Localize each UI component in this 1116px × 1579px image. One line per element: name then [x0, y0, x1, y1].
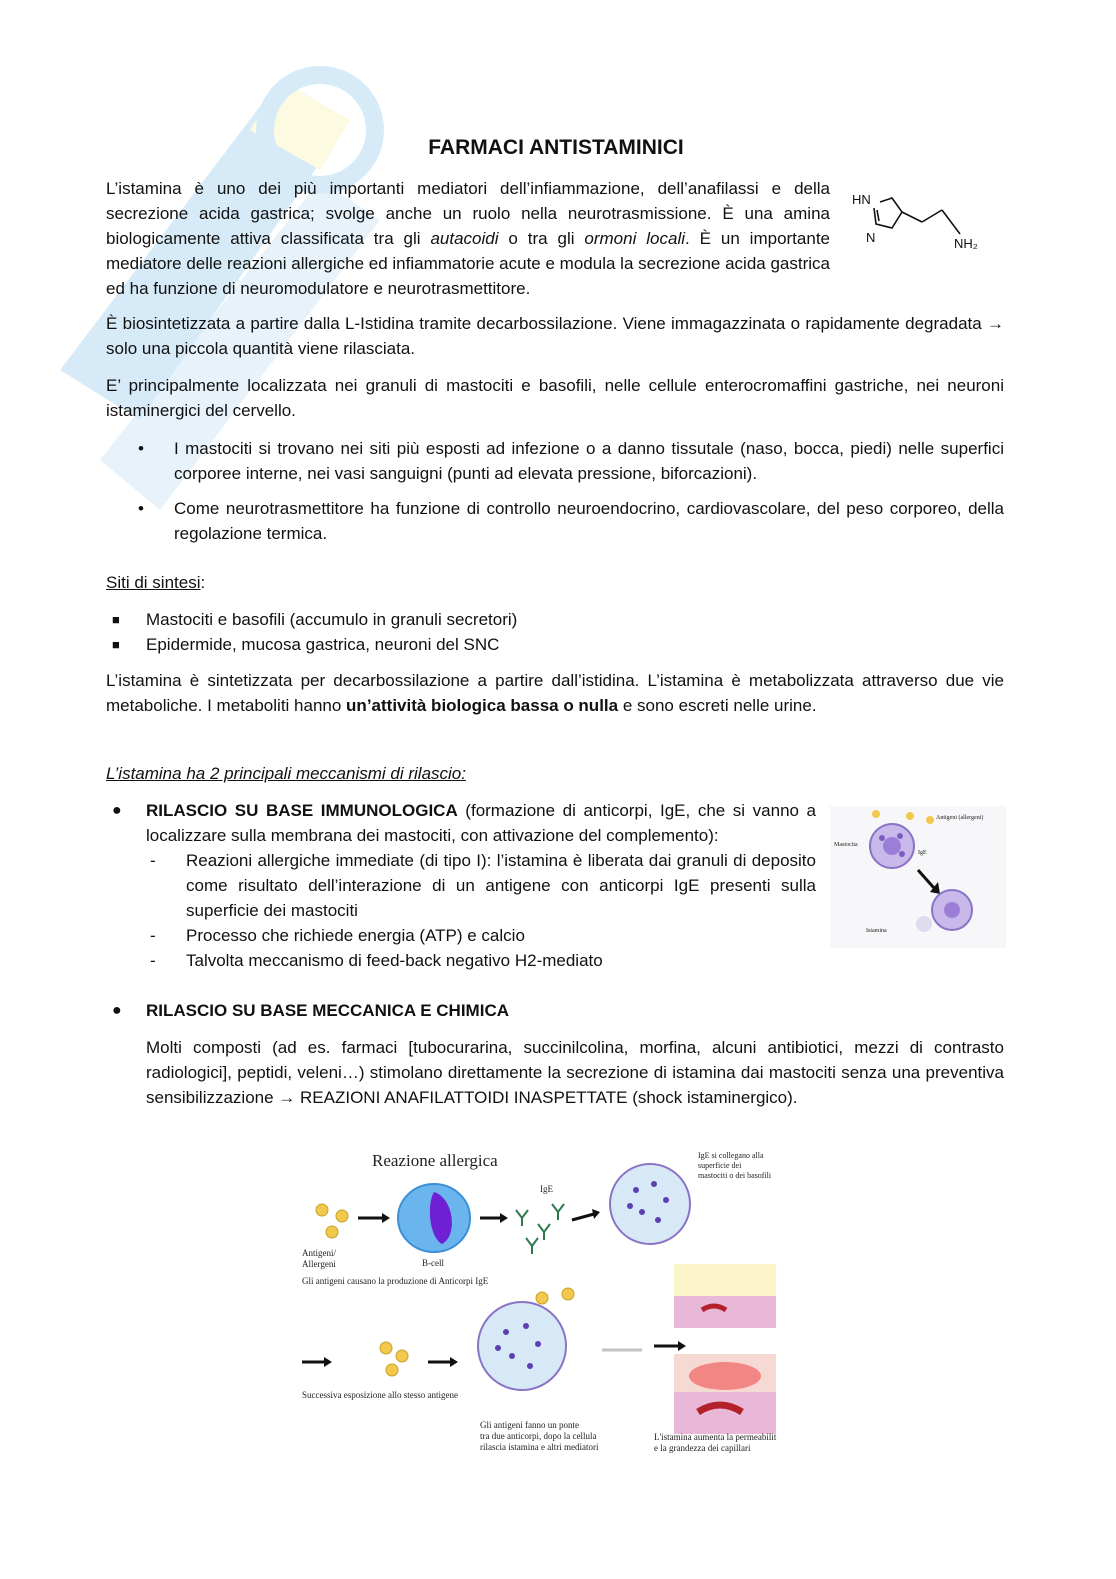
dash-icon: -	[150, 851, 156, 870]
square-bullet-icon: ■	[112, 612, 120, 627]
list-item: • Come neurotrasmettitore ha funzione di controllo neuroendocrino, cardiovascolare, del peso corporeo, della regolazione termica.	[106, 496, 1004, 546]
fig2-antigens-line2: Allergeni	[302, 1259, 336, 1269]
location-paragraph: E’ principalmente localizzata nei granuli di mastociti e basofili, nelle cellule enterocromaffini gastriche, nei neuroni istaminergici del cervello.	[106, 376, 1004, 420]
fig2-ige-note-line1: IgE si collegano alla	[698, 1151, 764, 1160]
fig1-ige-label: IgE	[918, 850, 927, 856]
biosynthesis-paragraph: È biosintetizzata a partire dalla L-Istidina tramite decarbossilazione. Viene immagazzinata o rapidamente degradata → solo una piccola quantità viene rilasciata.	[106, 314, 1004, 358]
allergic-reaction-figure	[302, 1140, 822, 1460]
square-bullet-icon: ■	[112, 637, 120, 652]
molecule-nh2: NH₂	[954, 236, 978, 251]
fig2-title: Reazione allergica	[372, 1151, 498, 1170]
chemical-section	[106, 998, 1004, 1110]
fig2-caption4-line2: e la grandezza dei capillari	[654, 1443, 751, 1453]
immunological-item: ● RILASCIO SU BASE IMMUNOLOGICA (formazione di anticorpi, IgE, che si vanno a localizzare sulla membrana dei mastociti, con attivazione del complemento):	[106, 798, 816, 848]
list-item: - Talvolta meccanismo di feed-back negativo H2-mediato	[106, 948, 816, 973]
fig2-ige-note-line3: mastociti o dei basofili	[698, 1171, 772, 1180]
fig2-bcell-label: B-cell	[422, 1258, 444, 1268]
dash-icon: -	[150, 926, 156, 945]
immunological-section	[106, 798, 816, 973]
intro-paragraph: L’istamina è uno dei più importanti mediatori dell’infiammazione, dell’anafilassi e della secrezione acida gastrica; svolge anche un ruolo nella neurotrasmissione. È una amina biologicamente attiva classificata tra gli autacoidi o tra gli ormoni locali. È un importante mediatore delle reazioni allergiche ed infiammatorie acute e modula la secrezione acida gastrica ed ha funzione di neuromodulatore e neurotrasmettitore.	[106, 179, 830, 298]
list-item: - Processo che richiede energia (ATP) e calcio	[106, 923, 816, 948]
fig2-caption3-line3: rilascia istamina e altri mediatori	[480, 1442, 599, 1452]
bullet-icon: ●	[112, 1002, 122, 1019]
fig2-ige-label: IgE	[540, 1184, 553, 1194]
molecule-hn: HN	[852, 192, 871, 207]
fig1-antigens-label: Antigeni (allergeni)	[936, 815, 984, 821]
dash-icon: -	[150, 951, 156, 970]
list-item: • I mastociti si trovano nei siti più esposti ad infezione o a danno tissutale (naso, bocca, piedi) nelle superfici corporee interne, nei vasi sanguigni (punti ad elevata pressione, biforcazioni).	[106, 436, 1004, 486]
fig2-caption1: Gli antigeni causano la produzione di Anticorpi IgE	[302, 1276, 489, 1286]
fig1-mast-label: Mastocita	[834, 842, 858, 848]
bullet-icon: •	[138, 499, 144, 518]
fig2-caption3-line2: tra due anticorpi, dopo la cellula	[480, 1431, 597, 1441]
fig2-antigens-line1: Antigeni/	[302, 1248, 336, 1258]
sites-heading: Siti di sintesi:	[106, 573, 206, 592]
metabolism-paragraph: L’istamina è sintetizzata per decarbossilazione a partire dall’istidina. L’istamina è metabolizzata attraverso due vie metaboliche. I metaboliti hanno un’attività biologica bassa o nulla e sono escreti nelle urine.	[106, 671, 1004, 715]
bullet-icon: •	[138, 439, 144, 458]
chemical-item: ● RILASCIO SU BASE MECCANICA E CHIMICA	[106, 998, 1004, 1023]
fig2-caption4-line1: L'istamina aumenta la permeabilit	[654, 1432, 777, 1442]
fig2-caption3-line1: Gli antigeni fanno un ponte	[480, 1420, 579, 1430]
sites-list	[106, 607, 1004, 657]
mechanisms-heading: L’istamina ha 2 principali meccanismi di rilascio:	[106, 764, 466, 783]
fig2-caption2: Successiva esposizione allo stesso antigene	[302, 1390, 458, 1400]
list-item: ■ Epidermide, mucosa gastrica, neuroni del SNC	[106, 632, 1004, 657]
list-item: ■ Mastociti e basofili (accumulo in granuli secretori)	[106, 607, 1004, 632]
molecule-n: N	[866, 230, 876, 245]
histamine-structure-image	[846, 188, 986, 258]
chemical-paragraph: Molti composti (ad es. farmaci [tubocurarina, succinilcolina, morfina, alcuni antibiotici, mezzi di contrasto radiologici], peptidi, veleni…) stimolano direttamente la secrezione di istamina dai mastociti senza una preventiva sensibilizzazione → REAZIONI ANAFILATTOIDI INASPETTATE (shock istaminergico).	[146, 1038, 1004, 1107]
fig2-ige-note-line2: superficie dei	[698, 1161, 742, 1170]
location-bullet-list	[106, 436, 1004, 546]
bullet-icon: ●	[112, 802, 122, 819]
list-item: - Reazioni allergiche immediate (di tipo I): l’istamina è liberata dai granuli di deposito come risultato dell’interazione di un antigene con anticorpi IgE presenti sulla superficie dei mastociti	[106, 848, 816, 923]
mast-cell-figure	[830, 806, 1006, 948]
fig1-histamine-label: Istamina	[866, 928, 887, 934]
page-title: FARMACI ANTISTAMINICI	[428, 136, 684, 159]
